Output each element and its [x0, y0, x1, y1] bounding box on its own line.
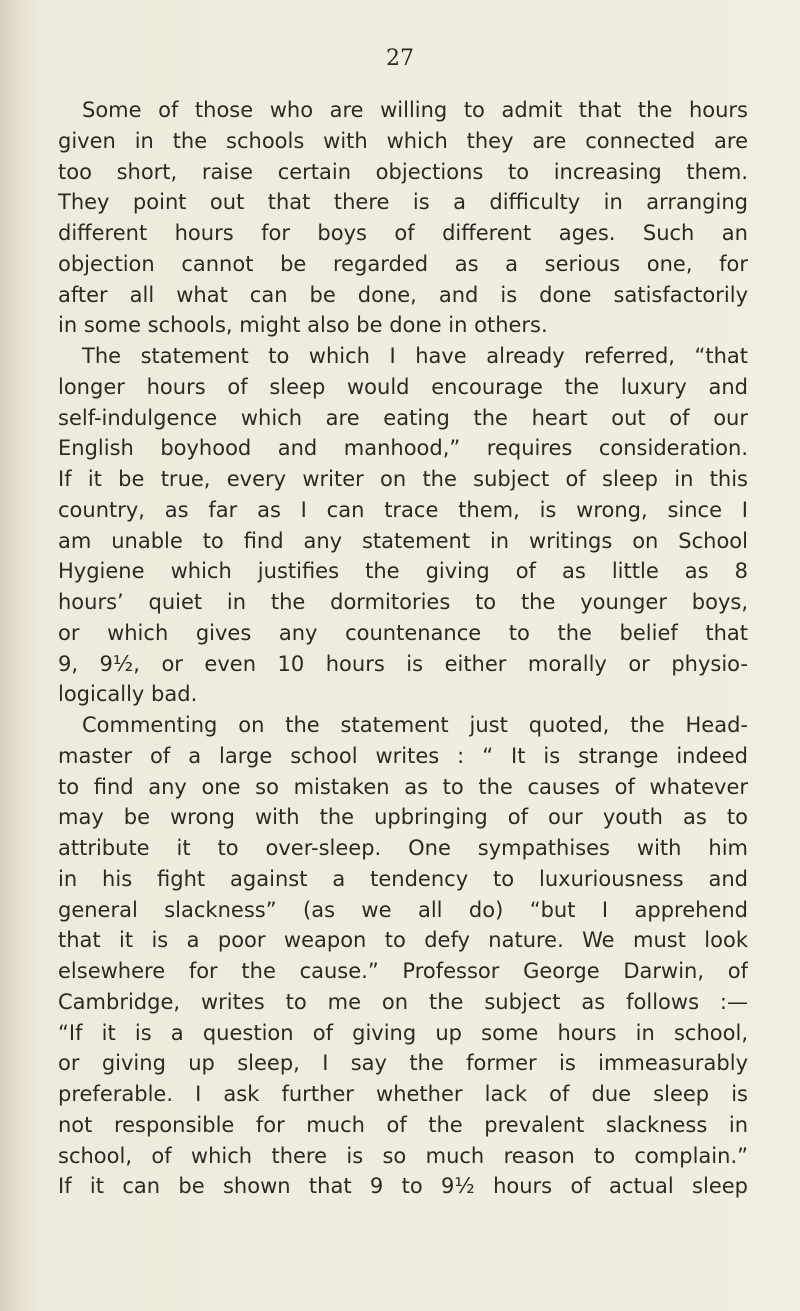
text-line: or giving up sleep, I say the former is immeasurably [58, 1051, 748, 1076]
text-line: Commenting on the statement just quoted, the Head- [82, 713, 748, 737]
text-line: Cambridge, writes to me on the subject as follows :— [58, 989, 748, 1014]
text-line: attribute it to over-sleep. One sympathises with him [58, 836, 748, 860]
text-line: elsewhere for the cause.” Professor George Darwin, of [58, 959, 748, 983]
text-line: If it be true, every writer on the subject of sleep in this [58, 467, 748, 491]
text-line: Hygiene which justifies the giving of as little as 8 [58, 559, 748, 584]
text-line: English boyhood and manhood,” requires consideration. [58, 436, 748, 461]
text-line: objection cannot be regarded as a serious one, for [58, 251, 748, 276]
text-line: that it is a poor weapon to defy nature. We must look [58, 928, 748, 953]
text-line: “If it is a question of giving up some hours in school, [58, 1020, 748, 1045]
text-line: to find any one so mistaken as to the causes of whatever [58, 774, 748, 799]
text-line: in some schools, might also be done in others. [58, 313, 548, 338]
text-line: If it can be shown that 9 to 9½ hours of actual sleep [58, 1174, 748, 1199]
text-line: 9, 9½, or even 10 hours is either morally or physio- [58, 651, 748, 676]
text-line: too short, raise certain objections to increasing them. [58, 159, 748, 184]
text-line: not responsible for much of the prevalent slackness in [58, 1112, 748, 1137]
text-line: country, as far as I can trace them, is wrong, since I [58, 497, 748, 522]
text-line: may be wrong with the upbringing of our youth as to [58, 805, 748, 830]
page-number: 27 [386, 46, 414, 71]
text-line: after all what can be done, and is done satisfactorily [58, 282, 748, 307]
text-line: They point out that there is a difficulty in arranging [58, 190, 748, 215]
text-line: school, of which there is so much reason to complain.” [58, 1143, 748, 1168]
text-line: different hours for boys of different ages. Such an [58, 221, 748, 245]
text-line: preferable. I ask further whether lack of due sleep is [58, 1082, 748, 1106]
text-line: logically bad. [58, 682, 198, 707]
text-line: am unable to find any statement in writings on School [58, 528, 748, 553]
text-line: general slackness” (as we all do) “but I apprehend [58, 897, 748, 922]
text-line: or which gives any countenance to the belief that [58, 620, 748, 645]
text-line: in his fight against a tendency to luxuriousness and [58, 866, 748, 891]
text-line: hours’ quiet in the dormitories to the younger boys, [58, 590, 748, 614]
text-line: master of a large school writes : “ It is strange indeed [58, 743, 748, 768]
body-text [58, 95, 748, 1202]
text-line: self-indulgence which are eating the heart out of our [58, 405, 748, 430]
text-line: longer hours of sleep would encourage the luxury and [58, 374, 748, 399]
text-line: Some of those who are willing to admit that the hours [82, 98, 748, 122]
text-line: given in the schools with which they are connected are [58, 128, 748, 153]
text-line: The statement to which I have already referred, “that [82, 344, 748, 368]
